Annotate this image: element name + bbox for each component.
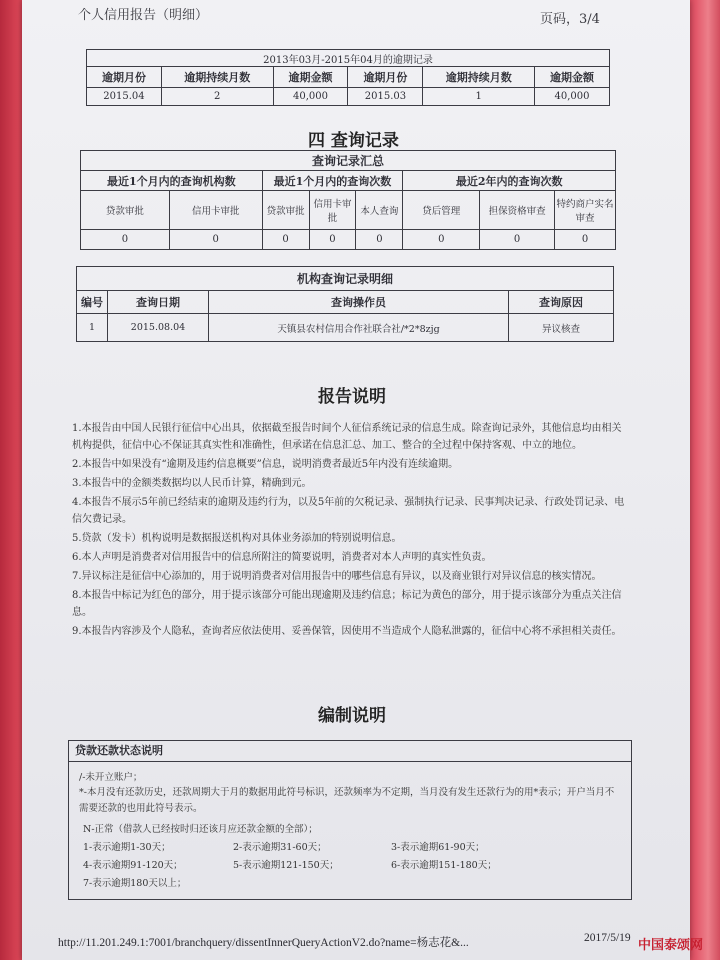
overdue-header: 逾期持续月数 [423, 67, 535, 88]
overdue-caption: 2013年03月-2015年04月的逾期记录 [87, 50, 610, 67]
overdue-header: 逾期金额 [535, 67, 610, 88]
overdue-header: 逾期月份 [87, 67, 162, 88]
detail-title: 机构查询记录明细 [77, 267, 614, 291]
report-note-item: 3.本报告中的金额类数据均以人民币计算，精确到元。 [72, 478, 312, 489]
detail-cell: 1 [77, 314, 108, 342]
detail-cell: 天镇县农村信用合作社联合社/*2*8zjg [209, 314, 509, 342]
report-note-item: 6.本人声明是消费者对信用报告中的信息所附注的简要说明，消费者对本人声明的真实性负责。 [72, 552, 492, 563]
summary-value: 0 [262, 229, 309, 249]
report-note-item: 4.本报告不展示5年前已经结束的逾期及违约行为，以及5年前的欠税记录、强制执行记录、民事判决记录、行政处罚记录、电信欠费记录。 [72, 497, 625, 525]
summary-value: 0 [403, 229, 480, 249]
report-note-item: 8.本报告中标记为红色的部分，用于提示该部分可能出现逾期及违约信息；标记为黄色的部分，用于提示该部分为重点关注信息。 [72, 590, 622, 618]
report-title: 个人信用报告（明细） [78, 8, 209, 23]
detail-cell: 异议核查 [509, 314, 614, 342]
query-section-title: 四 查询记录 [308, 131, 399, 151]
summary-subheader: 信用卡审批 [169, 191, 262, 229]
summary-value: 0 [356, 229, 403, 249]
summary-group: 最近1个月内的查询机构数 [81, 171, 263, 191]
overdue-cell: 2015.04 [87, 88, 162, 106]
summary-subheader: 贷款审批 [81, 191, 170, 229]
status-code: 4-表示逾期91-120天； [83, 860, 183, 871]
overdue-header: 逾期月份 [348, 67, 423, 88]
summary-value: 0 [81, 229, 170, 249]
report-notes-title: 报告说明 [318, 387, 386, 407]
overdue-cell: 2 [161, 88, 273, 106]
report-note-item: 7.异议标注是征信中心添加的，用于说明消费者对信用报告中的哪些信息有异议，以及商业银行对异议信息的核实情况。 [72, 571, 602, 582]
overdue-cell: 2015.03 [348, 88, 423, 106]
summary-group: 最近1个月内的查询次数 [262, 171, 403, 191]
detail-header: 编号 [77, 290, 108, 314]
summary-subheader: 本人查询 [356, 191, 403, 229]
detail-cell: 2015.08.04 [108, 314, 209, 342]
compile-notes-title: 编制说明 [318, 706, 386, 726]
overdue-cell: 1 [423, 88, 535, 106]
summary-subheader: 信用卡审批 [309, 191, 356, 229]
summary-group: 最近2年内的查询次数 [403, 171, 616, 191]
query-summary-table [80, 150, 616, 250]
repayment-status-title: 贷款还款状态说明 [69, 741, 631, 762]
status-line: /-未开立账户； [79, 772, 143, 783]
overdue-header: 逾期金额 [273, 67, 348, 88]
query-detail-table [76, 266, 614, 342]
footer-date: 2017/5/19 [584, 932, 631, 944]
status-code: 2-表示逾期31-60天； [233, 842, 327, 853]
detail-header: 查询原因 [509, 290, 614, 314]
summary-value: 0 [169, 229, 262, 249]
summary-value: 0 [480, 229, 555, 249]
page-number: 页码，3/4 [540, 12, 600, 27]
summary-title: 查询记录汇总 [81, 151, 616, 171]
status-line: *-本月没有还款历史，还款周期大于月的数据用此符号标识，还款频率为不定期，当月没有发生还款行为的用*表示；开户当月不需要还款的也用此符号表示。 [79, 787, 615, 814]
detail-header: 查询日期 [108, 290, 209, 314]
status-code: 7-表示逾期180天以上； [83, 878, 187, 889]
report-note-item: 2.本报告中如果没有“逾期及违约信息概要”信息，说明消费者最近5年内没有连续逾期。 [72, 459, 459, 470]
summary-subheader: 担保资格审查 [480, 191, 555, 229]
overdue-cell: 40,000 [273, 88, 348, 106]
watermark: 中国泰颂网 [638, 938, 704, 953]
report-note-item: 5.贷款（发卡）机构说明是数据报送机构对具体业务添加的特别说明信息。 [72, 533, 402, 544]
status-code: 5-表示逾期121-150天； [233, 860, 339, 871]
overdue-cell: 40,000 [535, 88, 610, 106]
detail-header: 查询操作员 [209, 290, 509, 314]
summary-value: 0 [555, 229, 616, 249]
summary-subheader: 贷款审批 [262, 191, 309, 229]
overdue-header: 逾期持续月数 [161, 67, 273, 88]
report-note-item: 1.本报告由中国人民银行征信中心出具，依据截至报告时间个人征信系统记录的信息生成。除查询记录外，其他信息均由相关机构提供，征信中心不保证其真实性和准确性，但承诺在信息汇总、加工、整合的全过程中保持客观、中立的地位。 [72, 423, 622, 451]
footer-url: http://11.201.249.1:7001/branchquery/dissentInnerQueryActionV2.do?name=杨志花&... [58, 937, 469, 949]
status-code: 6-表示逾期151-180天； [391, 860, 497, 871]
repayment-status-box [68, 740, 632, 900]
summary-subheader: 特约商户实名审查 [555, 191, 616, 229]
report-note-item: 9.本报告内容涉及个人隐私，查询者应依法使用、妥善保管，因使用不当造成个人隐私泄露的，征信中心将不承担相关责任。 [72, 626, 622, 637]
status-code: 3-表示逾期61-90天； [391, 842, 485, 853]
report-notes-list [72, 420, 627, 642]
status-code: 1-表示逾期1-30天； [83, 842, 171, 853]
status-line: N-正常（借款人已经按时归还该月应还款金额的全部）； [83, 824, 318, 835]
summary-value: 0 [309, 229, 356, 249]
overdue-table [86, 49, 610, 106]
summary-subheader: 贷后管理 [403, 191, 480, 229]
